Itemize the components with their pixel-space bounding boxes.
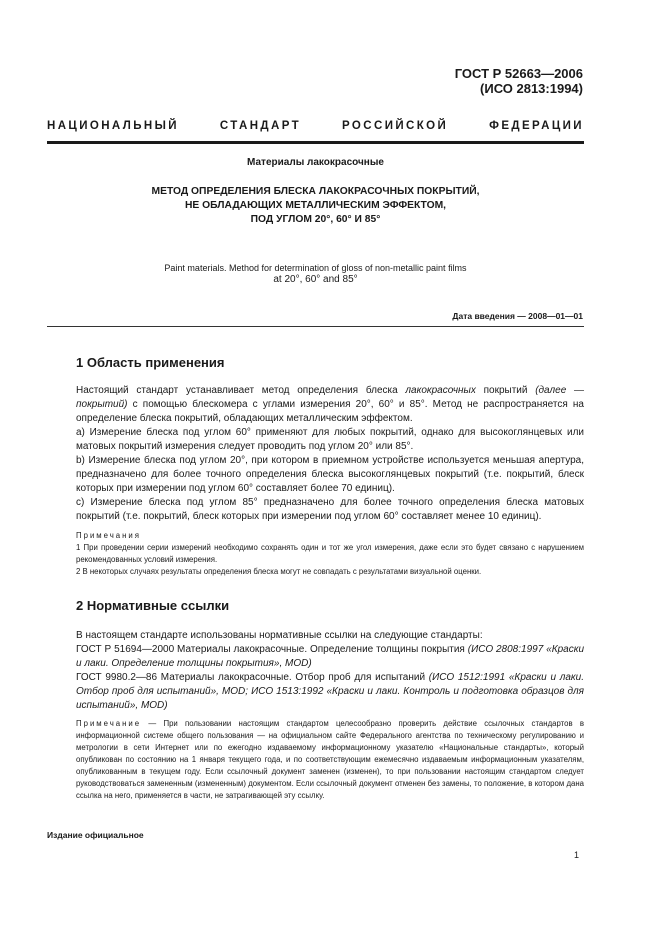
scope-item-c: c) Измерение блеска под углом 85° предназначено для более точного определения блеска матовых покрытий (т.е. покрытий, блеск которых при измерении под углом 60° составляет менее 10 единиц). bbox=[76, 497, 584, 522]
section-1-body bbox=[47, 384, 584, 524]
national-standard-banner bbox=[47, 120, 584, 132]
text-run-italic: (ИСО 2808:1997 «Краски и лаки. Определение толщины покрытия», MOD) bbox=[76, 644, 585, 669]
banner-word: РОССИЙСКОЙ bbox=[342, 120, 449, 132]
header-divider bbox=[47, 141, 584, 144]
notes-heading: Примечания bbox=[76, 531, 142, 540]
section-1-heading: 1 Область применения bbox=[76, 355, 225, 370]
gost-number: ГОСТ Р 52663—2006 bbox=[454, 66, 583, 81]
title-line: ПОД УГЛОМ 20°, 60° И 85° bbox=[250, 214, 381, 225]
page-number: 1 bbox=[573, 850, 579, 860]
section-2-note bbox=[47, 718, 584, 802]
text-run-italic: (далее — покрытий) bbox=[76, 385, 584, 410]
note-text: — При пользовании настоящим стандартом целесообразно проверить действие ссылочных стандартов в информационной системе общего пользования — на официальном сайте Федерального агентства по техническому регулированию и метрологии в сети Интернет или по ежегодно издаваемому информационному указателю «Национальные стандарты», который опубликован по состоянию на 1 января текущего года, и по соответствующим ежемесячно издаваемым информационным указателям, опубликованным в текущем году. Если ссылочный документ заменен (изменен), то при пользовании настоящим стандартом следует руководствоваться замененным (измененным) документом. Если ссылочный документ отменен без замены, то положение, в котором дана ссылка на него, применяется в части, не затрагивающей эту ссылку. bbox=[76, 719, 584, 800]
scope-paragraph bbox=[47, 384, 584, 426]
scope-item-b: b) Измерение блеска под углом 20°, при котором в приемном устройстве используется меньшая апертура, предназначено для более точного определения блеска высокоглянцевых покрытий (т.е. покрытий, блеск которых при измерении под углом 60° составляет более 70 единиц). bbox=[76, 455, 584, 494]
official-edition-label: Издание официальное bbox=[47, 830, 144, 840]
note-2: 2 В некоторых случаях результаты определения блеска могут не совпадать с результатами визуальной оценки. bbox=[76, 567, 482, 576]
banner-word: СТАНДАРТ bbox=[219, 120, 302, 132]
text-run: ГОСТ Р 51694—2000 Материалы лакокрасочные. Определение толщины покрытия bbox=[76, 644, 468, 655]
text-run-italic: (ИСО 1512:1991 «Краски и лаки. Отбор проб для испытаний», MOD; ИСО 1513:1992 «Краски и лаки. Контроль и подготовка образцов для испытаний», MOD) bbox=[76, 672, 584, 711]
references-intro: В настоящем стандарте использованы нормативные ссылки на следующие стандарты: bbox=[76, 630, 483, 641]
section-1-notes bbox=[47, 530, 584, 578]
english-title-line: at 20°, 60° and 85° bbox=[273, 274, 358, 285]
iso-number: (ИСО 2813:1994) bbox=[480, 81, 583, 96]
title-line: МЕТОД ОПРЕДЕЛЕНИЯ БЛЕСКА ЛАКОКРАСОЧНЫХ ПОКРЫТИЙ, bbox=[151, 186, 480, 197]
banner-word: НАЦИОНАЛЬНЫЙ bbox=[47, 120, 179, 132]
text-run: с помощью блескомера с углами измерения 20°, 60° и 85°. Метод не распространяется на определение блеска покрытий, обладающих металлическим эффектом. bbox=[76, 399, 584, 424]
scope-item-a: a) Измерение блеска под углом 60° применяют для любых покрытий, однако для высокоглянцевых или матовых покрытий измерения следует проводить под углом 20° или 85°. bbox=[76, 427, 584, 452]
standard-number-block bbox=[455, 66, 583, 96]
text-run: ГОСТ 9980.2—86 Материалы лакокрасочные. Отбор проб для испытаний bbox=[76, 672, 429, 683]
introduction-date: Дата введения — 2008—01—01 bbox=[452, 311, 583, 321]
section-2-body bbox=[47, 629, 584, 713]
section-2-heading: 2 Нормативные ссылки bbox=[76, 598, 230, 613]
note-1: 1 При проведении серии измерений необходимо сохранять один и тот же угол измерения, даже если это будет связано с нарушением рекомендованных условий измерения. bbox=[76, 543, 584, 564]
english-title-line: Paint materials. Method for determination of gloss of non-metallic paint films bbox=[164, 263, 467, 273]
reference-1 bbox=[47, 643, 584, 671]
date-divider bbox=[47, 326, 584, 327]
reference-2 bbox=[47, 671, 584, 713]
document-subject: Материалы лакокрасочные bbox=[247, 157, 384, 168]
text-run: Настоящий стандарт устанавливает метод определения блеска bbox=[76, 385, 406, 396]
references-note bbox=[47, 718, 584, 802]
document-title bbox=[47, 185, 584, 227]
banner-word: ФЕДЕРАЦИИ bbox=[489, 120, 584, 132]
text-run-italic: лакокрасочных bbox=[405, 385, 476, 396]
text-run: покрытий bbox=[475, 385, 536, 396]
title-line: НЕ ОБЛАДАЮЩИХ МЕТАЛЛИЧЕСКИМ ЭФФЕКТОМ, bbox=[184, 200, 447, 211]
note-label: Примечание bbox=[76, 719, 142, 728]
english-title bbox=[47, 262, 584, 286]
